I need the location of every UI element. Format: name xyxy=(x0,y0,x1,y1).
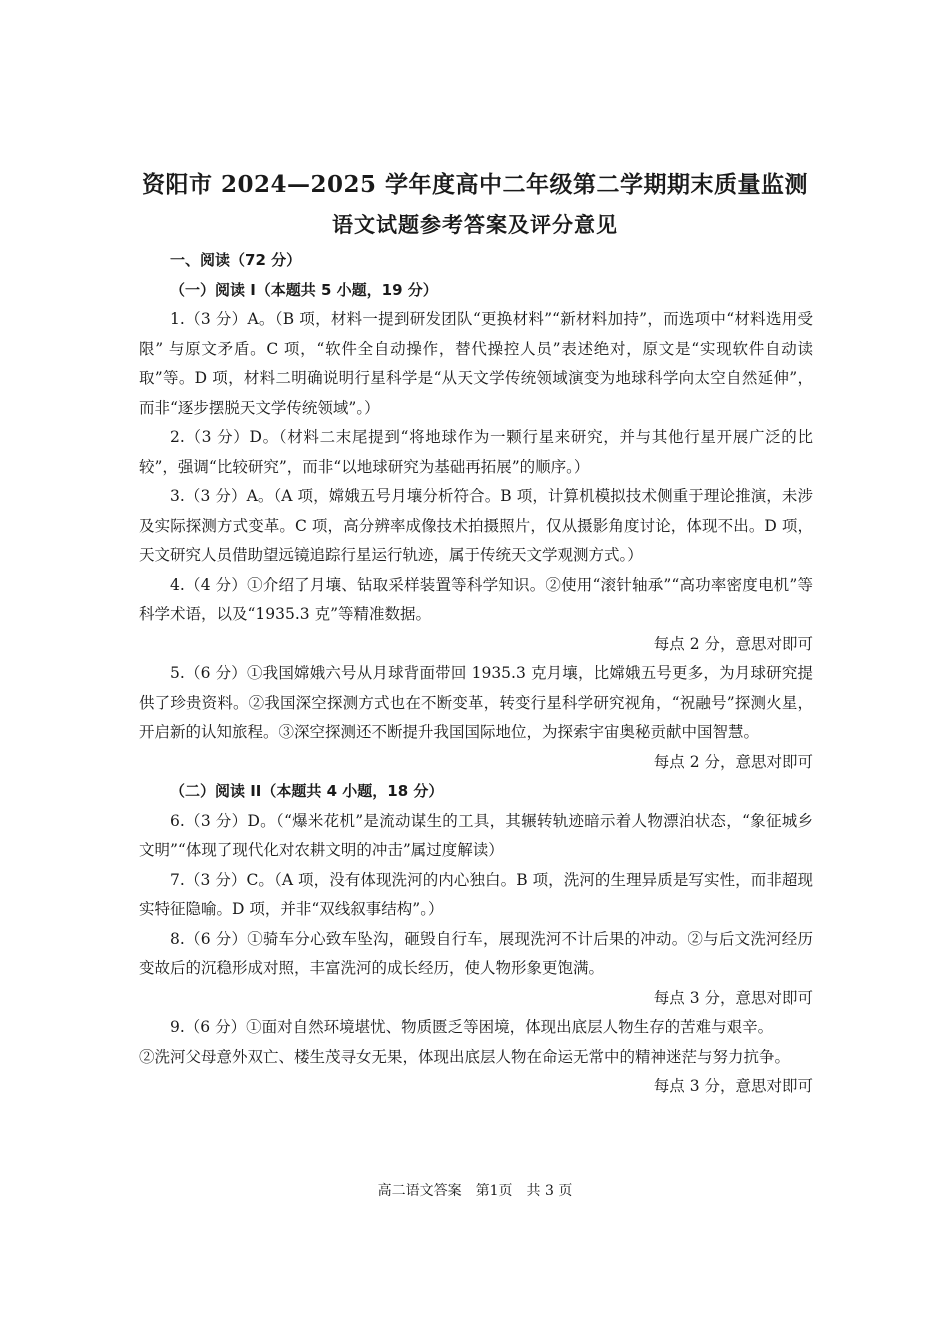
page-title: 资阳市 2024—2025 学年度高中二年级第二学期期末质量监测 xyxy=(141,171,809,198)
answer-q1: 1.（3 分）A。（B 项，材料一提到研发团队“更换材料”“新材料加持”，而选项中“材料选用受限” 与原文矛盾。C 项，“软件全自动操作，替代操控人员”表述绝对，原文是“实现软件自动读取”等。D 项，材料二明确说明行星科学是“从天文学传统领域演变为地球科学向太空自然延伸”，而非“逐步摆脱天文学传统领域”。） xyxy=(139,310,813,417)
subsection-heading-reading-1: （一）阅读 I（本题共 5 小题，19 分） xyxy=(170,280,438,299)
section-heading-reading: 一、阅读（72 分） xyxy=(170,251,302,269)
answer-q6: 6.（3 分）D。（“爆米花机”是流动谋生的工具，其辗转轨迹暗示着人物漂泊状态，“象征城乡文明”“体现了现代化对农耕文明的冲击”属过度解读） xyxy=(139,811,813,859)
subsection-heading-reading-2: （二）阅读 II（本题共 4 小题，18 分） xyxy=(170,782,444,800)
score-note-q5: 每点 2 分，意思对即可 xyxy=(653,752,813,771)
score-note-q4: 每点 2 分，意思对即可 xyxy=(653,634,813,653)
answer-q8: 8.（6 分）①骑车分心致车坠沟，砸毁自行车，展现洗河不计后果的冲动。②与后文洗河经历变故后的沉稳形成对照，丰富洗河的成长经历，使人物形象更饱满。 xyxy=(139,929,813,977)
page-subtitle: 语文试题参考答案及评分意见 xyxy=(332,213,618,237)
answer-q7: 7.（3 分）C。（A 项，没有体现洗河的内心独白。B 项，洗河的生理异质是写实性，而非超现实特征隐喻。D 项，并非“双线叙事结构”。） xyxy=(139,870,813,918)
answer-body xyxy=(139,246,813,1102)
page-footer: 高二语文答案 第1页 共 3 页 xyxy=(377,1183,573,1199)
answer-q5: 5.（6 分）①我国嫦娥六号从月球背面带回 1935.3 克月壤，比嫦娥五号更多，为月球研究提供了珍贵资料。②我国深空探测方式也在不断变革，转变行星科学研究视角，“祝融号”探测火星，开启新的认知旅程。③深空探测还不断提升我国国际地位，为探索宇宙奥秘贡献中国智慧。 xyxy=(139,664,813,741)
score-note-q9: 每点 3 分，意思对即可 xyxy=(653,1077,813,1095)
answer-q9-part2: ②洗河父母意外双亡、楼生茂寻女无果，体现出底层人物在命运无常中的精神迷茫与努力抗争。 xyxy=(139,1047,791,1066)
score-note-q8: 每点 3 分，意思对即可 xyxy=(653,988,813,1007)
answer-q3: 3.（3 分）A。（A 项，嫦娥五号月壤分析符合。B 项，计算机模拟技术侧重于理论推演，未涉及实际探测方式变革。C 项，高分辨率成像技术拍摄照片，仅从摄影角度讨论，体现不出。D 项，天文研究人员借助望远镜追踪行星运行轨迹，属于传统天文学观测方式。） xyxy=(139,487,813,564)
answer-q2: 2.（3 分）D。（材料二末尾提到“将地球作为一颗行星来研究，并与其他行星开展广泛的比较”，强调“比较研究”，而非“以地球研究为基础再拓展”的顺序。） xyxy=(139,428,813,476)
answer-q4: 4.（4 分）①介绍了月壤、钻取采样装置等科学知识。②使用“滚针轴承”“高功率密度电机”等科学术语，以及“1935.3 克”等精准数据。 xyxy=(139,575,813,623)
answer-q9-part1: 9.（6 分）①面对自然环境堪忧、物质匮乏等困境，体现出底层人物生存的苦难与艰辛。 xyxy=(170,1018,774,1036)
